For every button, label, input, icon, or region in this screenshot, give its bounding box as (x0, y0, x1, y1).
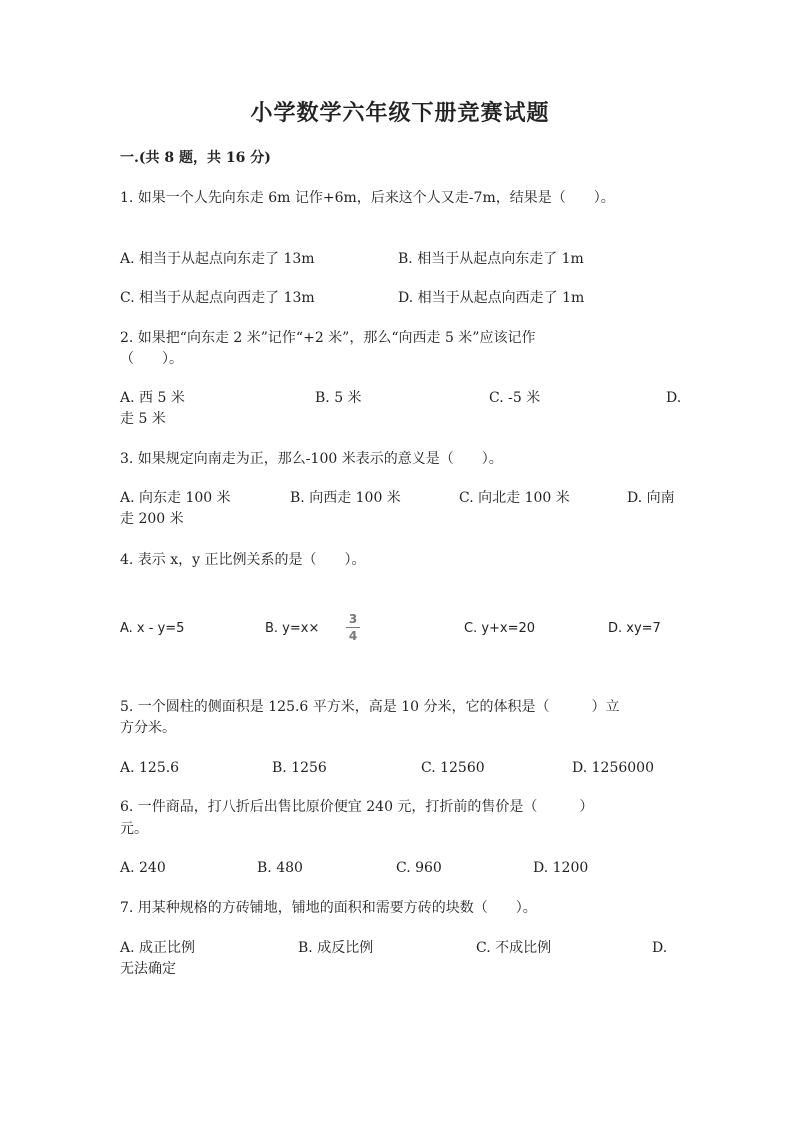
question-2-stem-line2: （ ）。 (120, 351, 183, 367)
question-3-option-d: D. 向南 (627, 490, 675, 506)
question-2-option-c: C. -5 米 (489, 390, 541, 406)
question-2-stem-line1: 2. 如果把“向东走 2 米”记作“+2 米”，那么“向西走 5 米”应该记作 (120, 330, 536, 346)
question-4-option-a: A. x - y=5 (120, 621, 185, 636)
question-5-stem-line2: 方分米。 (120, 720, 176, 736)
question-6-option-a: A. 240 (120, 860, 166, 876)
fraction-three-quarters (346, 612, 360, 643)
question-5-option-b: B. 1256 (272, 760, 327, 776)
fraction-bar (346, 627, 360, 628)
question-4-option-d: D. xy=7 (608, 621, 661, 636)
question-7-option-a: A. 成正比例 (120, 940, 196, 956)
fraction-numerator: 3 (348, 612, 358, 626)
fraction-denominator: 4 (348, 629, 358, 643)
question-1-option-c: C. 相当于从起点向西走了 13m (120, 290, 315, 306)
question-2-option-d-continued: 走 5 米 (120, 411, 166, 427)
question-2-option-b: B. 5 米 (315, 390, 362, 406)
question-2-option-d: D. (666, 390, 682, 406)
question-3-option-d-continued: 走 200 米 (120, 511, 184, 527)
question-3-option-a: A. 向东走 100 米 (120, 490, 231, 506)
question-5-option-c: C. 12560 (421, 760, 485, 776)
question-6-option-c: C. 960 (396, 860, 442, 876)
question-3-option-b: B. 向西走 100 米 (290, 490, 401, 506)
page-title: 小学数学六年级下册竞赛试题 (250, 100, 550, 126)
question-5-stem-line1: 5. 一个圆柱的侧面积是 125.6 平方米，高是 10 分米，它的体积是（ ）立 (120, 699, 620, 715)
question-7-option-d: D. (652, 940, 668, 956)
question-1-option-d: D. 相当于从起点向西走了 1m (398, 290, 585, 306)
question-3-stem: 3. 如果规定向南走为正，那么-100 米表示的意义是（ ）。 (120, 451, 503, 467)
question-4-stem: 4. 表示 x，y 正比例关系的是（ ）。 (120, 552, 366, 568)
question-7-stem: 7. 用某种规格的方砖铺地，铺地的面积和需要方砖的块数（ ）。 (120, 900, 537, 916)
question-4-option-b: B. y=x× (265, 621, 320, 636)
section-heading: 一.(共 8 题，共 16 分) (120, 150, 271, 166)
question-1-option-a: A. 相当于从起点向东走了 13m (120, 251, 315, 267)
question-6-stem-line1: 6. 一件商品，打八折后出售比原价便宜 240 元，打折前的售价是（ ） (120, 799, 594, 815)
question-1-stem: 1. 如果一个人先向东走 6m 记作+6m，后来这个人又走-7m，结果是（ ）。 (120, 190, 615, 206)
question-6-option-d: D. 1200 (533, 860, 589, 876)
question-2-option-a: A. 西 5 米 (120, 390, 185, 406)
question-6-stem-line2: 元。 (120, 821, 148, 837)
question-4-option-c: C. y+x=20 (464, 621, 536, 636)
question-3-option-c: C. 向北走 100 米 (459, 490, 570, 506)
question-7-option-b: B. 成反比例 (298, 940, 374, 956)
question-1-option-b: B. 相当于从起点向东走了 1m (398, 251, 584, 267)
question-5-option-d: D. 1256000 (572, 760, 654, 776)
question-6-option-b: B. 480 (257, 860, 303, 876)
question-7-option-d-continued: 无法确定 (120, 961, 176, 977)
question-5-option-a: A. 125.6 (120, 760, 180, 776)
question-7-option-c: C. 不成比例 (476, 940, 552, 956)
